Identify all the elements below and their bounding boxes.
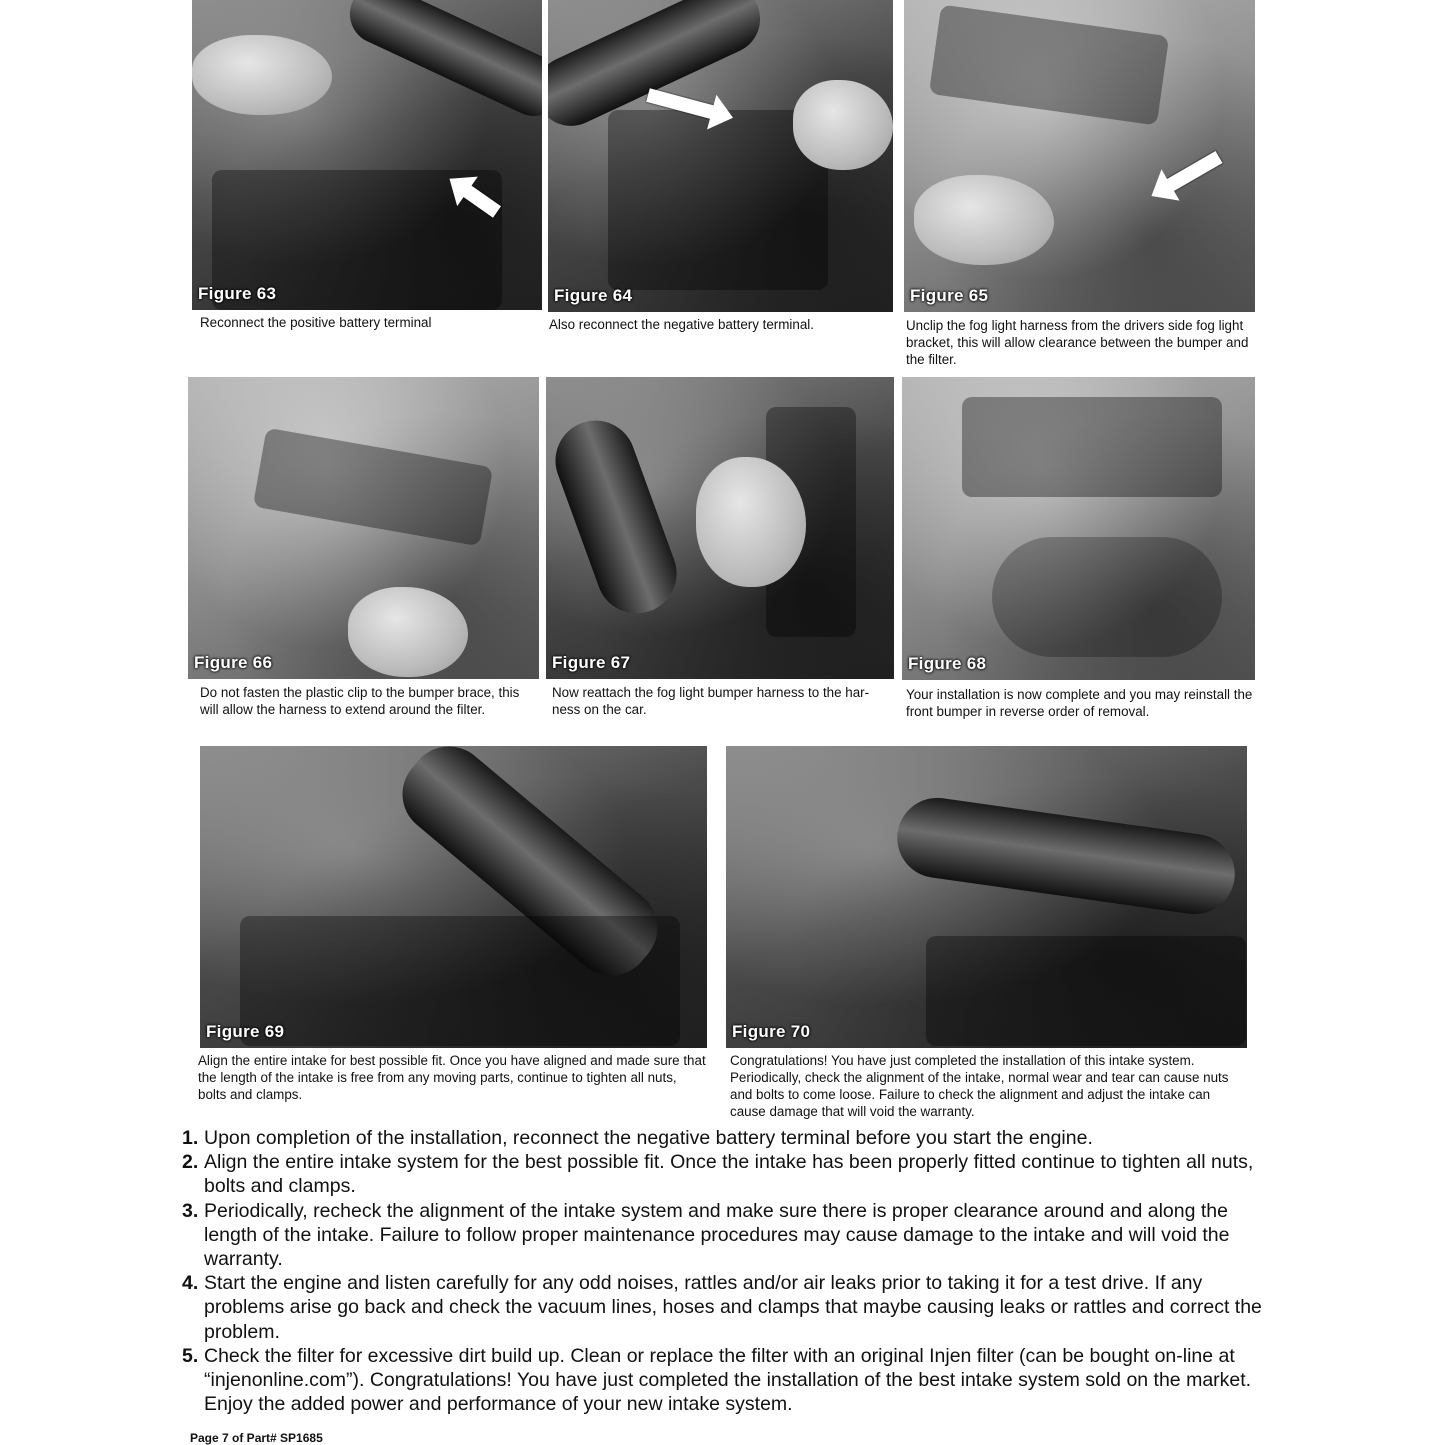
figure-63-caption: Reconnect the positive battery terminal — [200, 315, 432, 330]
figure-66-photo — [188, 377, 539, 679]
figure-63-photo — [192, 0, 542, 310]
figure-66-caption: Do not fasten the plastic clip to the bumper brace, this will allow the harness to extend around the filter. — [200, 685, 520, 717]
list-item — [182, 1271, 1272, 1344]
step-number: 2. — [182, 1151, 199, 1174]
figure-label: Figure 70 — [732, 1022, 811, 1041]
step-text: Align the entire intake system for the best possible fit. Once the intake has been properly fitted continue to tighten all nuts, bolts and clamps. — [204, 1151, 1254, 1198]
figure-label: Figure 68 — [908, 654, 987, 673]
instruction-steps — [182, 1126, 1272, 1416]
figure-69-photo — [200, 746, 707, 1048]
figure-68-photo — [902, 377, 1255, 680]
step-text: Periodically, recheck the alignment of the intake system and make sure there is proper clearance around and along the length of the intake. Failure to follow proper maintenance procedures may cause damage to the intake and will void the warranty. — [204, 1199, 1230, 1271]
list-item — [182, 1199, 1272, 1272]
figure-label: Figure 63 — [198, 284, 277, 303]
step-number: 3. — [182, 1199, 199, 1222]
figure-label: Figure 64 — [554, 286, 633, 305]
figure-64-photo — [548, 0, 893, 312]
figure-70-caption: Congratulations! You have just completed the installation of this intake system. Periodically, check the alignment of the intake, normal wear and tear can cause nuts and bolts to come loose. Failure to check the alignment and adjust the intake can cause damage that will void the warranty. — [730, 1053, 1229, 1119]
figure-label: Figure 69 — [206, 1022, 285, 1041]
figure-67-caption: Now reattach the fog light bumper harness to the har-ness on the car. — [552, 685, 870, 717]
step-text: Start the engine and listen carefully for any odd noises, rattles and/or air leaks prior to taking it for a test drive. If any problems arise go back and check the vacuum lines, hoses and clamps that maybe causing leaks or rattles and correct the problem. — [204, 1272, 1262, 1343]
figure-68-caption: Your installation is now complete and you may reinstall the front bumper in reverse order of removal. — [906, 687, 1253, 719]
pointer-arrow-icon — [1164, 151, 1223, 193]
figure-label: Figure 67 — [552, 653, 631, 672]
figure-65-photo — [904, 0, 1255, 312]
step-text: Check the filter for excessive dirt build up. Clean or replace the filter with an original Injen filter (can be bought on-line at “injenonline.com”). Congratulations! You have just completed the installation of the best intake system sold on the market. Enjoy the added power and performance of your new intake system. — [204, 1344, 1252, 1416]
page-footer: Page 7 of Part# SP1685 — [190, 1431, 323, 1445]
list-item — [182, 1150, 1272, 1198]
figure-65-caption: Unclip the fog light harness from the drivers side fog light bracket, this will allow clearance between the bumper and the filter. — [906, 318, 1249, 367]
step-text: Upon completion of the installation, reconnect the negative battery terminal before you start the engine. — [204, 1127, 1093, 1149]
list-item — [182, 1344, 1272, 1417]
list-item — [182, 1126, 1272, 1150]
figure-64-caption: Also reconnect the negative battery terminal. — [549, 317, 814, 332]
step-number: 1. — [182, 1127, 199, 1149]
step-number: 5. — [182, 1344, 199, 1367]
figure-label: Figure 66 — [194, 653, 273, 672]
figure-70-photo — [726, 746, 1247, 1048]
figure-67-photo — [546, 377, 894, 679]
figure-69-caption: Align the entire intake for best possible fit. Once you have aligned and made sure that the length of the intake is free from any moving parts, continue to tighten all nuts, bolts and clamps. — [198, 1053, 706, 1102]
figure-label: Figure 65 — [910, 286, 989, 305]
step-number: 4. — [182, 1272, 199, 1295]
